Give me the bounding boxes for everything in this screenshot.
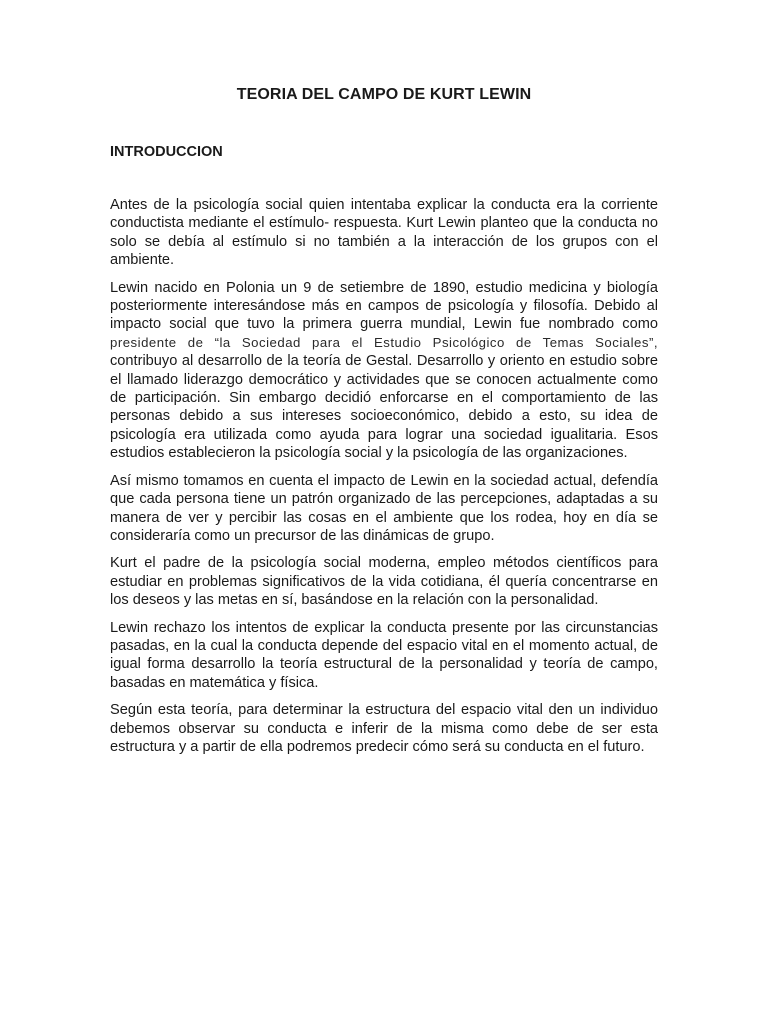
paragraph-5: Lewin rechazo los intentos de explicar la conducta presente por las circunstancias pasadas, en la cual la conducta depende del espacio vital en el momento actual, de igual forma desarrollo la teoría estructural de la personalidad y teoría de campo, basadas en matemática y física. [110,619,658,691]
paragraph-2 [110,279,658,463]
document-body [110,196,658,765]
paragraph-2-after: contribuyo al desarrollo de la teoría de Gestal. Desarrollo y oriento en estudio sobre el llamado liderazgo democrático y actividades que se conocen actualmente como de participación. Sin embargo decidió enforcarse en el comportamiento de las personas debido a sus intereses socioeconómico, debido a esto, su idea de psicología era utilizada como ayuda para lograr una sociedad igualitaria. Esos estudios establecieron la psicología social y la psicología de las organizaciones. [110,353,658,462]
paragraph-2-before: Lewin nacido en Polonia un 9 de setiembre de 1890, estudio medicina y biología posteriormente interesándose más en campos de psicología y filosofía. Debido al impacto social que tuvo la primera guerra mundial, Lewin fue nombrado como [110,279,658,333]
paragraph-6: Según esta teoría, para determinar la estructura del espacio vital den un individuo debemos observar su conducta e inferir de la misma como debe de ser esta estructura y a partir de ella podremos predecir cómo será su conducta en el futuro. [110,702,658,755]
paragraph-3: Así mismo tomamos en cuenta el impacto de Lewin en la sociedad actual, defendía que cada persona tiene un patrón organizado de las percepciones, adaptadas a su manera de ver y percibir las cosas en el ambiente que los rodea, hoy en día se consideraría como un precursor de las dinámicas de grupo. [110,472,658,544]
section-heading-introduccion: INTRODUCCION [110,144,223,160]
paragraph-1: Antes de la psicología social quien intentaba explicar la conducta era la corriente conductista mediante el estímulo- respuesta. Kurt Lewin planteo que la conducta no solo se debía al estímulo si no también a la interacción de los grupos con el ambiente. [110,197,658,269]
paragraph-4: Kurt el padre de la psicología social moderna, empleo métodos científicos para estudiar en problemas significativos de la vida cotidiana, él quería concentrarse en los deseos y las metas en sí, basándose en la relación con la personalidad. [110,555,658,609]
paragraph-2-inserted-text: presidente de “la Sociedad para el Estudio Psicológico de Temas Sociales”, [110,334,658,350]
document-title: TEORIA DEL CAMPO DE KURT LEWIN [236,86,532,103]
